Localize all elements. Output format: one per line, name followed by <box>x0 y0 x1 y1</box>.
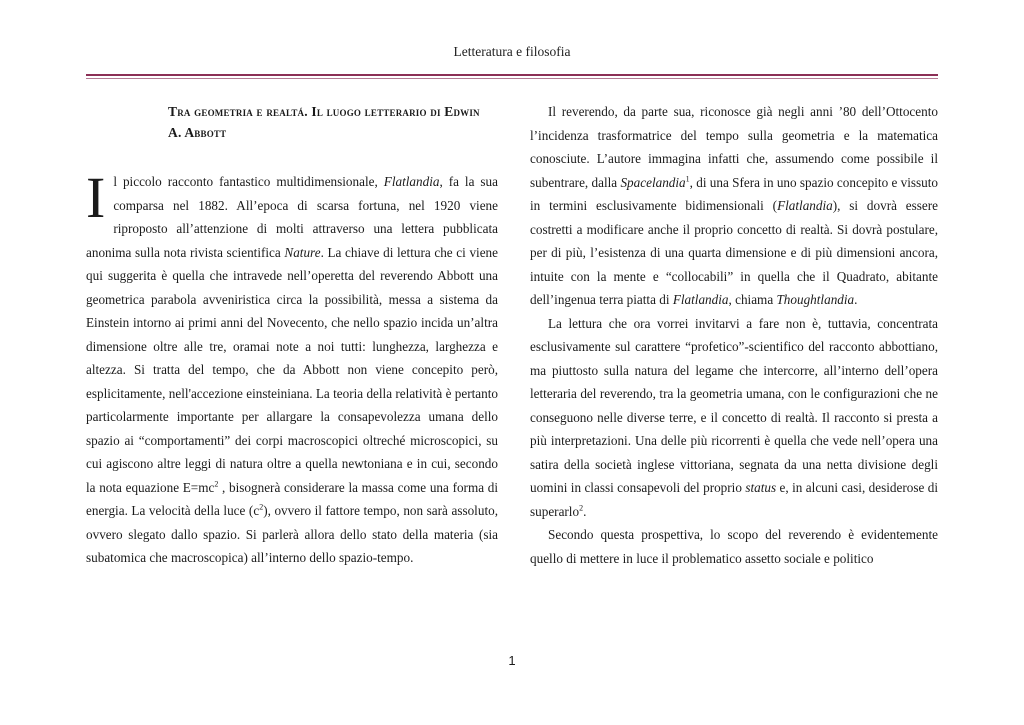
article-title: Tra geometria e realtá. Il luogo letterario di Edwin A. Abbott <box>168 104 480 140</box>
text-run: , di una Sfera in uno spazio concepito e vissuto in termini esclusivamente bidimensionali ( <box>530 174 938 213</box>
footnote-ref-2[interactable]: 2 <box>579 503 584 513</box>
term-thoughtlandia: Thoughtlandia <box>776 292 855 307</box>
title-flatlandia: Flatlandia <box>383 174 440 189</box>
paragraph-1 <box>86 165 499 570</box>
left-column <box>86 165 499 570</box>
footnote-ref-1[interactable]: 1 <box>685 174 690 184</box>
drop-cap: I <box>86 165 106 230</box>
text-run: La lettura che ora vorrei invitarvi a fare non è, tuttavia, concentrata esclusivamente sul carattere “profetico”-scientifico del racconto abbottiano, ma piuttosto sulla natura del legame che intercorre, all’interno dell’opera letteraria del reverendo, tra la geometria umana, con le configurazioni che ne conseguono nelle diverse terre, e il concetto di realtà. Il racconto si presta a più interpretazioni. Una delle più ricorrenti è quella che vede nell’opera una satira della società inglese vittoriana, segnata da una netta divisione degli uomini in classi consapevoli del proprio <box>530 315 938 495</box>
term-flatlandia: Flatlandia <box>672 292 729 307</box>
text-run: , chiama <box>728 292 777 307</box>
superscript: 2 <box>259 502 264 512</box>
header-rule <box>86 74 938 76</box>
text-run: . La chiave di lettura che ci viene qui suggerita è quella che intravede nell’operetta del reverendo Abbott una geometrica parabola avveniristica circa la possibilità, messa a sistema da Einstein intorno ai primi anni del Novecento, che nello spazio incida un’altra dimensione oltre alle tre, oramai note a noi tutti: lunghezza, larghezza e altezza. Si tratta del tempo, che da Abbott non viene concepito però, esplicitamente, nell'accezione einsteiniana. La teoria della relatività è pertanto particolarmente importante per allargare la consapevolezza umana dello spazio ai “comportamenti” dei corpi macroscopici oltreché microscopici, su cui agiscono altre leggi di natura oltre a quella newtoniana e in cui, secondo la nota equazione E=mc <box>86 244 499 495</box>
paragraph-4: Secondo questa prospettiva, lo scopo del reverendo è evidentemente quello di mettere in luce il problematico assetto sociale e politico <box>530 527 938 566</box>
term-status: status <box>745 480 777 495</box>
text-run: e, in alcuni casi, desiderose di superarlo <box>530 480 938 519</box>
text-run: , fa la sua comparsa nel 1882. All’epoca di scarsa fortuna, nel 1920 viene riproposto all’attenzione di molti attraverso una lettera pubblicata anonima sulla nota rivista scientifica <box>86 174 498 260</box>
right-column <box>530 100 938 570</box>
text-run: ), ovvero il fattore tempo, non sarà assoluto, ovvero slegato dallo spazio. Si parlerà allora dello stato della materia (sia subatomica che macroscopica) all’interno dello spazio-tempo. <box>86 503 498 565</box>
page-number: 1 <box>508 653 516 668</box>
term-spacelandia: Spacelandia <box>620 174 686 190</box>
text-run: . <box>854 292 858 307</box>
running-header: Letteratura e filosofia <box>453 44 571 59</box>
text-run: Il reverendo, da parte sua, riconosce già negli anni ’80 dell’Ottocento l’incidenza trasformatrice del tempo sulla geometria e la matematica conosciute. L’autore immagina infatti che, assumendo come possibile il subentrare, dalla <box>530 104 938 190</box>
paragraph-2 <box>530 100 938 312</box>
text-run: ), si dovrà essere costretti a modificare anche il proprio concetto di realtà. Si dovrà postulare, per di più, l’esistenza di una quarta dimensione e di più dimensioni ancora, intuite con la mente e “collocabili” in quella che il Quadrato, abitante dell’ingenua terra piatta di <box>530 198 939 307</box>
header-rule-thin <box>86 78 938 79</box>
paragraph-3 <box>530 312 938 524</box>
text-run: , bisognerà considerare la massa come una forma di energia. La velocità della luce (c <box>86 479 498 518</box>
text-run: l piccolo racconto fantastico multidimensionale, <box>113 174 384 189</box>
journal-nature: Nature <box>284 244 321 260</box>
superscript: 2 <box>214 479 219 489</box>
term-flatlandia: Flatlandia <box>777 198 833 213</box>
text-run: . <box>583 503 587 519</box>
